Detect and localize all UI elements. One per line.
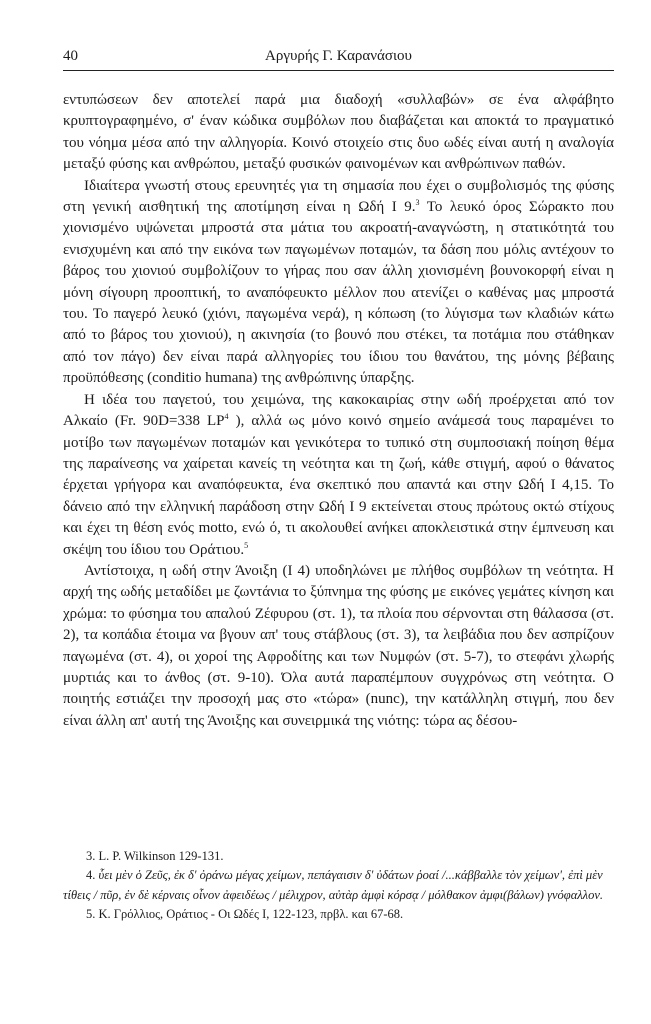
footnote-greek-quote: ὗει μὲν ὁ Ζεῦς, ἐκ δ' ὀράνω μέγας χείμων, πεπάγαισιν δ' ὐδάτων ῥοαί /...κάββαλλε τὸν χείμων', ἐπὶ μὲν τίθεις / πῦρ, ἐν δὲ κέρναις οἶνον ἀφειδέως / μέλιχρον, αὐτὰρ ἀμφὶ κόρσᾳ / μόλθακον ἀμφι(βάλων) γνόφαλλον. <box>63 868 604 902</box>
paragraph <box>63 390 614 561</box>
paragraph-text: εντυπώσεων δεν αποτελεί παρά μια διαδοχή «συλλαβών» σε ένα αλφάβητο κρυπτογραφημένο, σ' έναν κώδικα συμβόλων που διαβάζεται και αποκτά το πραγματικό του νόημα μέσα από την αλληγορία. Κοινό στοιχείο στις δυο ωδές είναι αυτή η αναλογία μεταξύ φύσης και ανθρώπου, μεταξύ φυσικών φαινομένων και ανθρώπινων παθών. <box>63 92 614 173</box>
paragraph-text: Αντίστοιχα, η ωδή στην Άνοιξη (Ι 4) υποδηλώνει με πλήθος συμβόλων τη νεότητα. Η αρχή της ωδής μεταδίδει με ζωντάνια το ξύπνημα της φύσης με εικόνες γεμάτες κίνηση και χρώμα: το φύσημα του απαλού Ζέφυρου (στ. 1), τα πλοία που σέρνονται στη θάλασσα (στ. 2), τα κοπάδια έτοιμα να βγουν απ' τους στάβλους (στ. 3), τα λειβάδια που δεν ασπρίζουν παγωμένα (στ. 4), οι χοροί της Αφροδίτης και των Νυμφών (στ. 5-7), το στεφάνι χλωρής μυρτιάς και το άνθος (στ. 9-10). Όλα αυτά παραπέμπουν συγχρόνως στη νεότητα. Ο ποιητής εστιάζει την προσοχή μας στο «τώρα» (nunc), την κατάλληλη στιγμή, που δεν είναι άλλη απ' αυτή της Άνοιξης και συνειρμικά της νιότης: τώρα ας δέσου- <box>63 562 614 729</box>
running-title: Αργυρής Γ. Καρανάσιου <box>265 48 412 64</box>
footnote-text: L. P. Wilkinson 129-131. <box>98 849 224 863</box>
footnote-reference: 5 <box>244 540 249 550</box>
paragraph-text: Το λευκό όρος Σώρακτο που χιονισμένο υψώνεται μπροστά στα μάτια του ακροατή-αναγνώστη, η στατικότητά του ενισχυμένη και από την εικόνα των παγωμένων ποταμών, τα δάση που μόλις αντέχουν το βάρος του χιονιού συμβολίζουν το γήρας που σαν άλλη χιονισμένη βουνοκορφή είναι η μόνη σίγουρη προοπτική, το αναπόφευκτο μέλλον που ατενίζει ο καθένας μας μπροστά του. Το παγερό λευκό (χιόνι, παγωμένα νερά), η κόπωση (το λύγισμα των κλαδιών κάτω από το βάρος του χιονιού), η ακινησία (το βουνό που στέκει, τα ποτάμια που στάθηκαν από τον πάγο) δεν είναι παρά αλληγορίες του ίδιου του θανάτου, της μόνης βέβαιης προϋπόθεσης (conditio humana) της ανθρώπινης ύπαρξης. <box>63 199 614 387</box>
main-text <box>63 90 614 732</box>
paragraph-text: ), αλλά ως μόνο κοινό σημείο ανάμεσά τους παραμένει το μοτίβο των παγωμένων ποταμών και γενικότερα το τυπικό στη συμποσιακή ποίηση θέμα της παραίνεσης να χαίρεται κανείς τη νεότητα και τη ζωή, κάθε στιγμή, αφού ο θάνατος έρχεται γρήγορα και αναπόφευκτα, ένα σκεπτικό που απαντά και στην Ωδή Ι 4,15. Το δάνειο από την ελληνική παράδοση στην Ωδή Ι 9 εκτείνεται στους πρώτους οκτώ στίχους και έχει τη θέση ενός motto, ενώ ό, τι ακολουθεί ανήκει αποκλειστικά στην έμπνευση και σκέψη του ίδιου του Οράτιου. <box>63 413 614 558</box>
running-header <box>63 48 614 71</box>
footnote-reference: 4 <box>224 412 229 422</box>
paragraph-text: Η ιδέα του παγετού, του χειμώνα, της κακοκαιρίας στην ωδή προέρχεται από τον Αλκαίο (Fr. 90D=338 LP <box>63 391 614 430</box>
footnote-reference: 3 <box>415 198 420 208</box>
footnote <box>63 866 614 905</box>
footnote-number: 5. <box>86 906 96 921</box>
page-number: 40 <box>63 48 78 64</box>
paragraph <box>63 90 614 176</box>
footnote-number: 3. <box>86 849 96 863</box>
footnote <box>63 905 614 924</box>
footnote-number: 4. <box>86 868 96 883</box>
paragraph <box>63 561 614 732</box>
paragraph <box>63 176 614 390</box>
paragraph-text: Ιδιαίτερα γνωστή στους ερευνητές για τη σημασία που έχει ο συμβολισμός της φύσης στη γενική αισθητική της αποτίμηση είναι η Ωδή Ι 9. <box>63 177 614 216</box>
footnote <box>63 847 614 866</box>
footnote-text: Κ. Γρόλλιος, Οράτιος - Οι Ωδές Ι, 122-123, πρβλ. και 67-68. <box>98 906 404 921</box>
footnotes <box>63 847 614 924</box>
